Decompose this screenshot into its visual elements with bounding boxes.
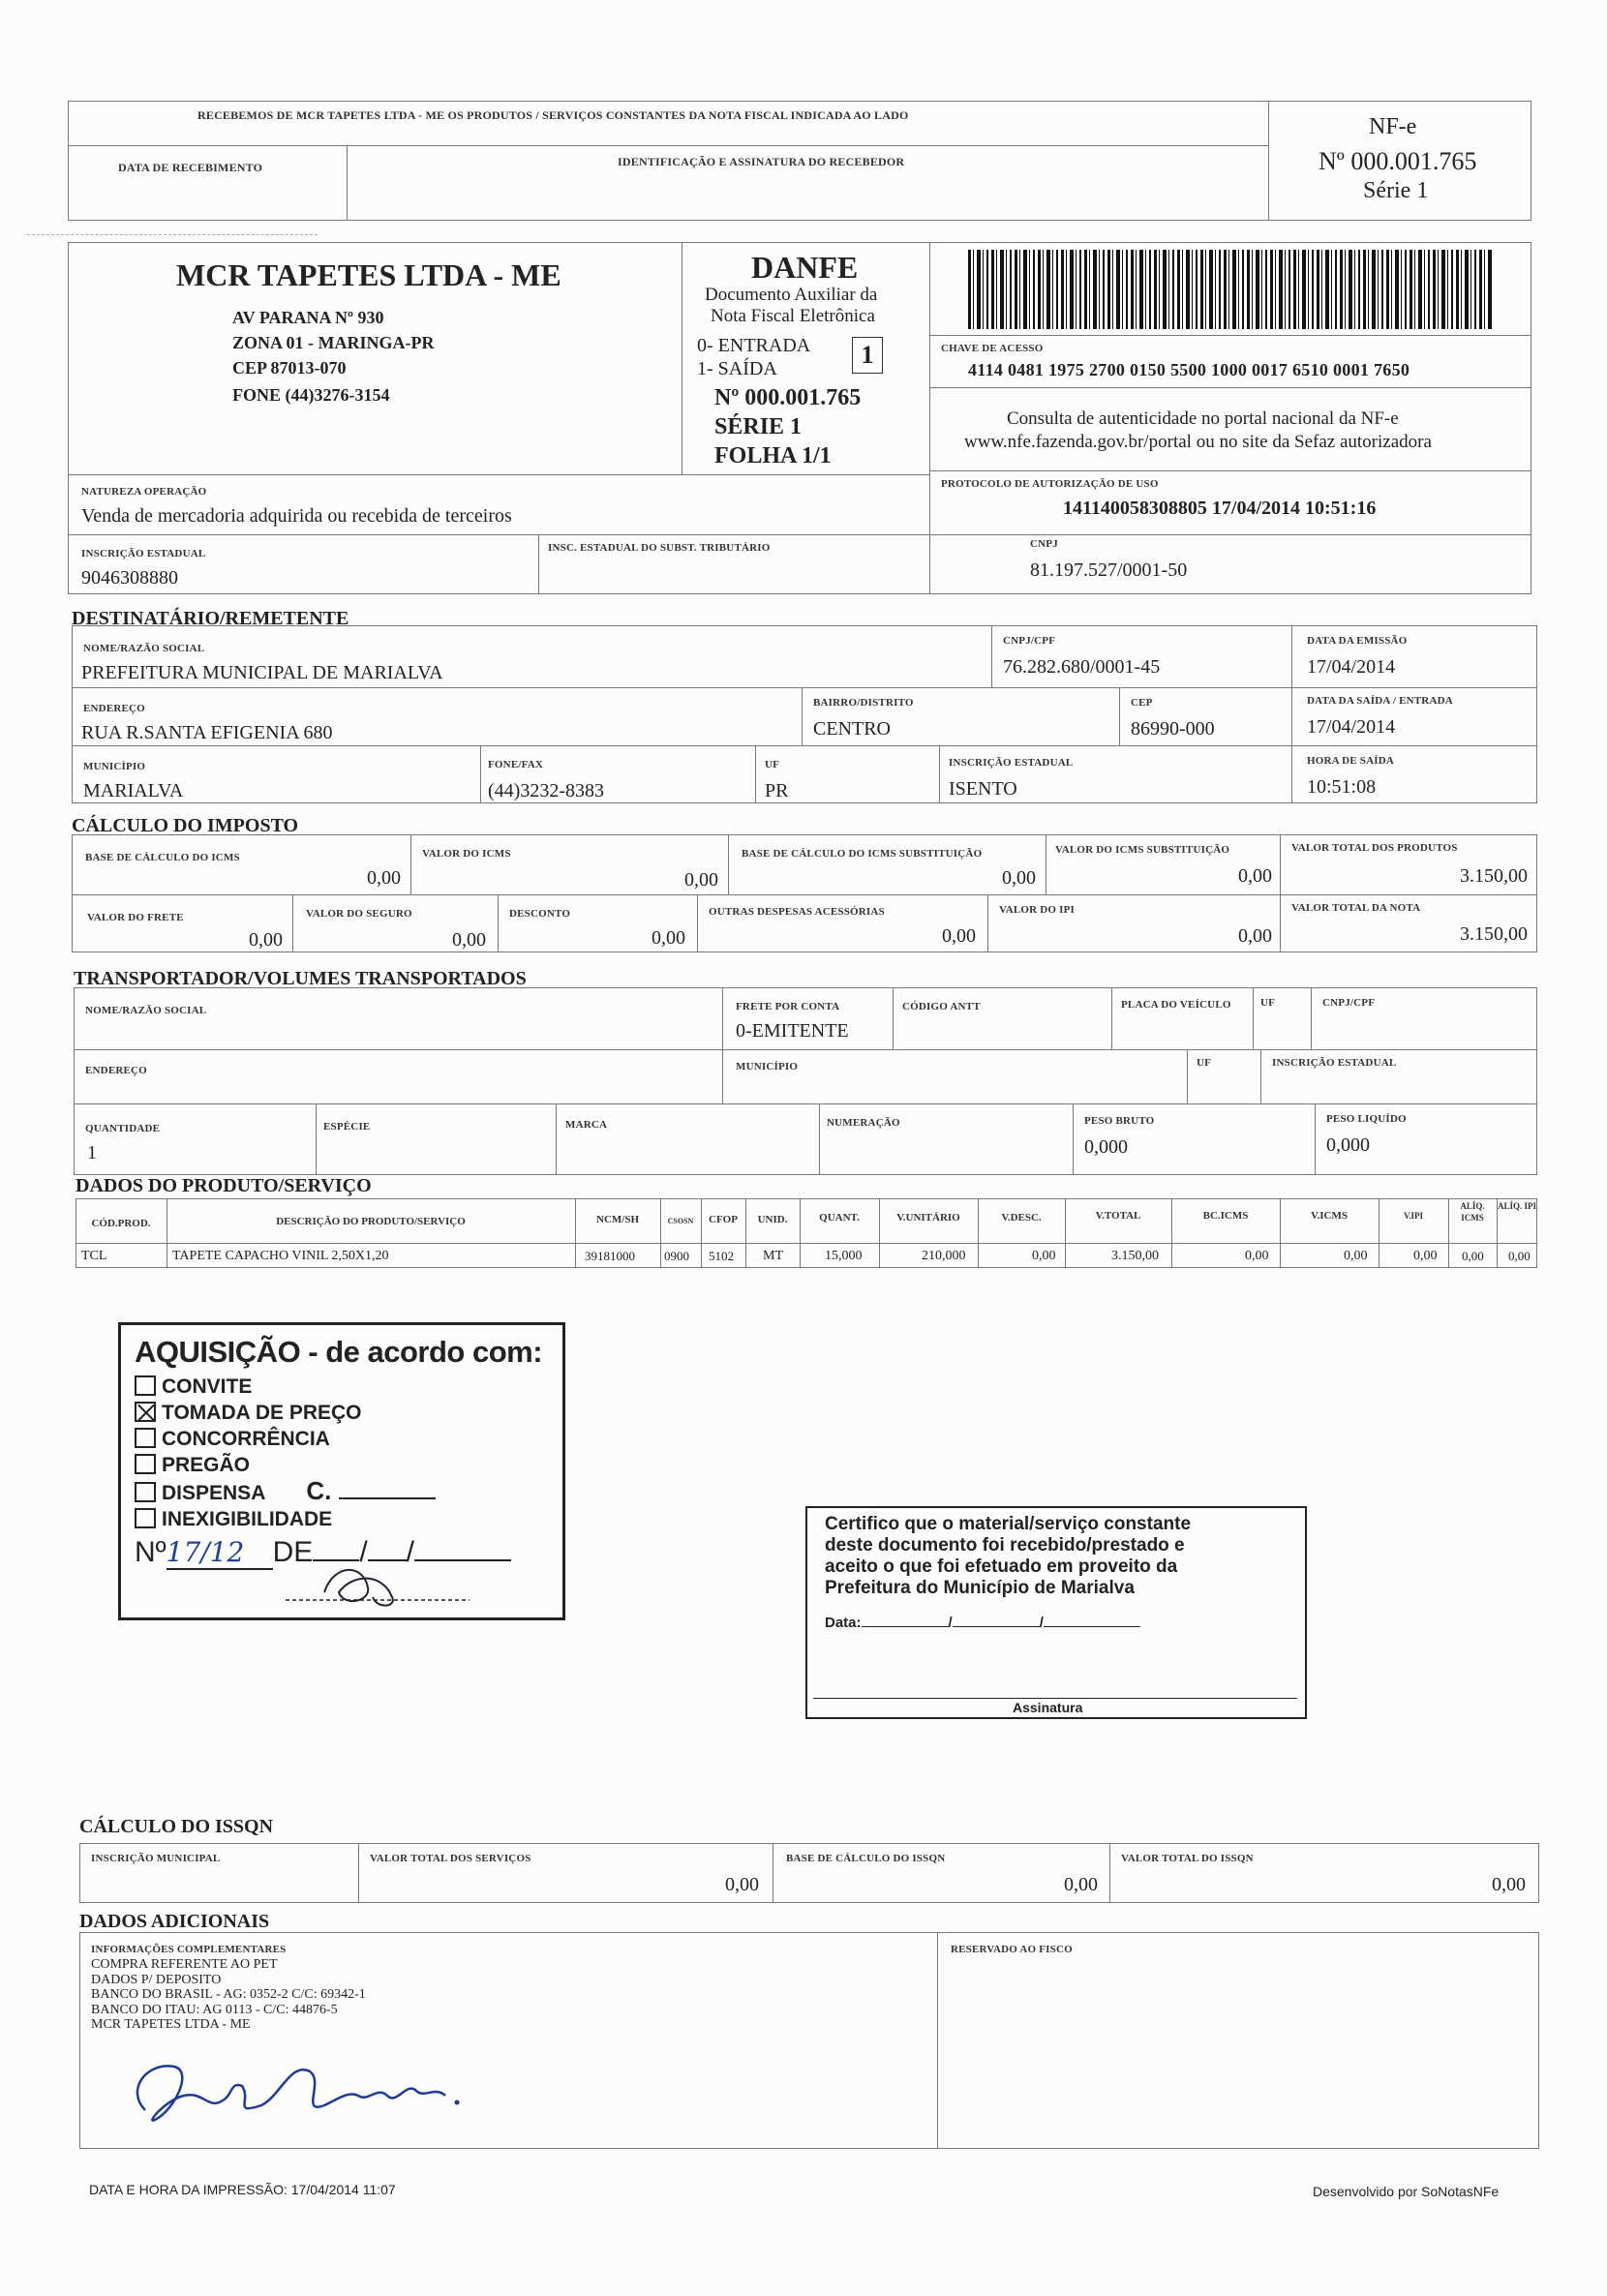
- issqn-servicos-label: VALOR TOTAL DOS SERVIÇOS: [370, 1853, 531, 1864]
- opcao-tomada: TOMADA DE PREÇO: [135, 1400, 549, 1426]
- certifico-line1: Certifico que o material/serviço constante: [825, 1514, 1192, 1534]
- transp-uf-label: UF: [1260, 997, 1276, 1009]
- danfe-subtitle2: Nota Fiscal Eletrônica: [711, 306, 875, 326]
- outras: 0,00: [942, 925, 976, 947]
- certifico-line3: aceito o que foi efetuado em proveito da: [825, 1556, 1178, 1577]
- transp-municipio-label: MUNICÍPIO: [736, 1061, 799, 1072]
- dest-municipio: MARIALVA: [83, 780, 184, 801]
- cell-vipi: 0,00: [1413, 1249, 1438, 1263]
- canhoto-numero: Nº 000.001.765: [1319, 147, 1477, 175]
- danfe-serie: SÉRIE 1: [714, 414, 803, 439]
- valor-st: 0,00: [1238, 865, 1272, 887]
- valor-icms: 0,00: [684, 869, 718, 891]
- issqn-base-label: BASE DE CÁLCULO DO ISSQN: [786, 1853, 946, 1864]
- col-header-cfop: CFOP: [709, 1214, 738, 1225]
- transp-numeracao-label: NUMERAÇÃO: [827, 1117, 900, 1129]
- base-icms: 0,00: [367, 867, 401, 889]
- checkbox-tomada-checked[interactable]: [135, 1402, 156, 1422]
- base-st: 0,00: [1002, 867, 1036, 889]
- transp-frete: 0-EMITENTE: [736, 1020, 849, 1042]
- info-line: BANCO DO BRASIL - AG: 0352-2 C/C: 69342-1: [91, 1987, 366, 2002]
- transp-ie-label: INSCRIÇÃO ESTADUAL: [1272, 1057, 1397, 1069]
- col-header-cod: CÓD.PROD.: [91, 1218, 151, 1229]
- canhoto-serie: Série 1: [1363, 178, 1429, 203]
- ipi-label: VALOR DO IPI: [999, 904, 1075, 916]
- consulta-line2: www.nfe.fazenda.gov.br/portal ou no site da Sefaz autorizadora: [964, 432, 1432, 452]
- dest-cep: 86990-000: [1131, 718, 1215, 740]
- dest-ie: ISENTO: [949, 778, 1017, 800]
- transp-marca-label: MARCA: [565, 1119, 608, 1131]
- dest-ie-label: INSCRIÇÃO ESTADUAL: [949, 757, 1074, 769]
- issqn-total-label: VALOR TOTAL DO ISSQN: [1121, 1853, 1254, 1864]
- desenvolvido-por: Desenvolvido por SoNotasNFe: [1313, 2184, 1500, 2199]
- valor-st-label: VALOR DO ICMS SUBSTITUIÇÃO: [1055, 844, 1230, 856]
- recebemos-text: RECEBEMOS DE MCR TAPETES LTDA - ME OS PRODUTOS / SERVIÇOS CONSTANTES DA NOTA FISCAL INDICADA AO LADO: [197, 108, 909, 122]
- certifico-box: Certifico que o material/serviço constante deste documento foi recebido/prestado e aceito o que foi efetuado em proveito da Prefeitura do Município de Marialva Data: / / Assinatura: [805, 1506, 1307, 1719]
- dest-nome: PREFEITURA MUNICIPAL DE MARIALVA: [81, 662, 443, 683]
- transp-frete-label: FRETE POR CONTA: [736, 1001, 840, 1012]
- col-header-csosn: CSOSN: [667, 1217, 694, 1225]
- transp-nome-label: NOME/RAZÃO SOCIAL: [85, 1005, 207, 1016]
- emitente-endereco: AV PARANA Nº 930: [232, 308, 384, 327]
- emitente-cep: CEP 87013-070: [232, 358, 347, 378]
- canhoto-nfe-label: NF-e: [1369, 114, 1417, 139]
- cell-vdesc: 0,00: [1032, 1249, 1056, 1263]
- frete: 0,00: [249, 929, 283, 951]
- transp-peso-liq-label: PESO LIQUÍDO: [1326, 1113, 1407, 1125]
- dest-municipio-label: MUNICÍPIO: [83, 761, 146, 772]
- dest-fone-label: FONE/FAX: [488, 759, 544, 770]
- emitente-cnpj-label: CNPJ: [1030, 538, 1058, 550]
- aquisicao-title: AQUISIÇÃO - de acordo com:: [135, 1335, 543, 1369]
- col-header-unid: UNID.: [757, 1214, 788, 1225]
- cell-ncm: 39181000: [585, 1249, 635, 1263]
- checkbox-dispensa[interactable]: [135, 1482, 156, 1502]
- transp-endereco-label: ENDEREÇO: [85, 1065, 147, 1076]
- dest-emissao-label: DATA DA EMISSÃO: [1307, 635, 1408, 647]
- transp-qtd-label: QUANTIDADE: [85, 1123, 161, 1134]
- col-header-descricao: DESCRIÇÃO DO PRODUTO/SERVIÇO: [276, 1216, 466, 1227]
- col-header-bcicms: BC.ICMS: [1202, 1210, 1249, 1222]
- certifico-line4: Prefeitura do Município de Marialva: [825, 1578, 1135, 1598]
- numero-handwritten: 17/12: [167, 1536, 273, 1570]
- protocolo-label: PROTOCOLO DE AUTORIZAÇÃO DE USO: [941, 478, 1159, 490]
- dest-saida-label: DATA DA SAÍDA / ENTRADA: [1307, 695, 1453, 707]
- dest-bairro: CENTRO: [813, 718, 891, 740]
- opcao-convite: CONVITE: [135, 1374, 549, 1400]
- transportador-title: TRANSPORTADOR/VOLUMES TRANSPORTADOS: [74, 968, 527, 989]
- cell-vunitario: 210,000: [922, 1249, 966, 1263]
- dest-uf: PR: [765, 780, 789, 801]
- data-impressao: DATA E HORA DA IMPRESSÃO: 17/04/2014 11:07: [89, 2182, 396, 2197]
- chave-label: CHAVE DE ACESSO: [941, 343, 1044, 354]
- desconto: 0,00: [652, 927, 685, 949]
- base-st-label: BASE DE CÁLCULO DO ICMS SUBSTITUIÇÃO: [742, 848, 983, 860]
- dest-fone: (44)3232-8383: [488, 780, 604, 801]
- insc-subst-label: INSC. ESTADUAL DO SUBST. TRIBUTÁRIO: [548, 542, 771, 554]
- dest-cnpj-label: CNPJ/CPF: [1003, 635, 1056, 647]
- checkbox-pregao[interactable]: [135, 1454, 156, 1474]
- info-line: COMPRA REFERENTE AO PET: [91, 1957, 278, 1972]
- transp-antt-label: CÓDIGO ANTT: [902, 1001, 981, 1012]
- cell-aliq-icms: 0,00: [1462, 1249, 1484, 1263]
- dest-endereco-label: ENDEREÇO: [83, 703, 145, 714]
- consulta-line1: Consulta de autenticidade no portal nacional da NF-e: [1007, 408, 1399, 429]
- col-header-quant: QUANT.: [819, 1212, 860, 1224]
- handwritten-signature: [116, 2042, 484, 2139]
- transp-especie-label: ESPÉCIE: [323, 1121, 371, 1133]
- cell-quant: 15,000: [825, 1249, 863, 1263]
- opcao-inexigibilidade: INEXIGIBILIDADE: [135, 1506, 549, 1532]
- checkbox-inexigibilidade[interactable]: [135, 1508, 156, 1528]
- chave-value: 4114 0481 1975 2700 0150 5500 1000 0017 6510 0001 7650: [968, 360, 1410, 379]
- de-label: DE: [272, 1536, 314, 1568]
- frete-label: VALOR DO FRETE: [87, 912, 184, 923]
- danfe-saida: 1- SAÍDA: [697, 358, 777, 379]
- danfe-numero: Nº 000.001.765: [714, 385, 862, 410]
- info-lines: [91, 1957, 366, 2033]
- transp-uf2-label: UF: [1197, 1057, 1212, 1069]
- dest-hora-label: HORA DE SAÍDA: [1307, 755, 1395, 767]
- dest-nome-label: NOME/RAZÃO SOCIAL: [83, 643, 205, 654]
- adicionais-title: DADOS ADICIONAIS: [79, 1911, 270, 1932]
- col-header-aliq-icms: ALÍQ. ICMS: [1460, 1201, 1485, 1223]
- fisco-label: RESERVADO AO FISCO: [951, 1944, 1073, 1955]
- transp-qtd: 1: [87, 1142, 97, 1163]
- produtos-title: DADOS DO PRODUTO/SERVIÇO: [76, 1175, 372, 1196]
- natureza-value: Venda de mercadoria adquirida ou recebida de terceiros: [81, 505, 512, 527]
- dest-emissao: 17/04/2014: [1307, 656, 1396, 678]
- checkbox-convite[interactable]: [135, 1375, 156, 1396]
- cell-cfop: 5102: [709, 1249, 734, 1263]
- opcao-concorrencia: CONCORRÊNCIA: [135, 1426, 549, 1452]
- col-header-ncm: NCM/SH: [596, 1214, 639, 1225]
- total-prod-label: VALOR TOTAL DOS PRODUTOS: [1291, 842, 1458, 854]
- emitente-cnpj: 81.197.527/0001-50: [1030, 559, 1188, 581]
- transp-placa-label: PLACA DO VEÍCULO: [1121, 999, 1231, 1011]
- c-label: C.: [306, 1476, 332, 1505]
- checkbox-concorrencia[interactable]: [135, 1428, 156, 1448]
- issqn-total: 0,00: [1492, 1874, 1526, 1895]
- info-line: DADOS P/ DEPOSITO: [91, 1972, 222, 1987]
- protocolo-value: 141140058308805 17/04/2014 10:51:16: [1063, 498, 1377, 519]
- cell-vicms: 0,00: [1344, 1249, 1368, 1263]
- ipi: 0,00: [1238, 925, 1272, 947]
- cut-line: [27, 234, 318, 235]
- col-header-vtotal: V.TOTAL: [1095, 1210, 1141, 1222]
- col-header-vdesc: V.DESC.: [1001, 1212, 1042, 1224]
- base-icms-label: BASE DE CÁLCULO DO ICMS: [85, 852, 240, 863]
- col-header-vicms: V.ICMS: [1310, 1210, 1348, 1222]
- destinatario-title: DESTINATÁRIO/REMETENTE: [72, 608, 349, 629]
- dest-cnpj: 76.282.680/0001-45: [1003, 656, 1161, 678]
- transp-peso-liq: 0,000: [1326, 1134, 1370, 1156]
- transp-cnpj-label: CNPJ/CPF: [1322, 997, 1376, 1009]
- seguro: 0,00: [452, 929, 486, 951]
- certifico-line2: deste documento foi recebido/prestado e: [825, 1535, 1185, 1556]
- total-nota-label: VALOR TOTAL DA NOTA: [1291, 902, 1421, 914]
- identificacao-label: IDENTIFICAÇÃO E ASSINATURA DO RECEBEDOR: [618, 155, 905, 168]
- barcode: [968, 250, 1493, 329]
- col-header-vunitario: V.UNITÁRIO: [896, 1212, 960, 1224]
- danfe-entrada: 0- ENTRADA: [697, 335, 811, 356]
- emitente-fone: FONE (44)3276-3154: [232, 385, 390, 405]
- seguro-label: VALOR DO SEGURO: [306, 908, 412, 920]
- issqn-title: CÁLCULO DO ISSQN: [79, 1816, 274, 1837]
- assinatura-label: Assinatura: [1013, 1700, 1083, 1715]
- dest-hora: 10:51:08: [1307, 776, 1377, 798]
- cell-cod: TCL: [81, 1249, 107, 1263]
- dest-endereco: RUA R.SANTA EFIGENIA 680: [81, 722, 333, 743]
- cell-bcicms: 0,00: [1245, 1249, 1269, 1263]
- desconto-label: DESCONTO: [509, 908, 571, 920]
- data-recebimento-label: DATA DE RECEBIMENTO: [118, 161, 263, 174]
- dest-cep-label: CEP: [1131, 697, 1153, 709]
- col-header-vipi: V.IPI: [1403, 1211, 1424, 1221]
- dest-uf-label: UF: [765, 759, 780, 770]
- dest-saida: 17/04/2014: [1307, 716, 1396, 738]
- total-nota: 3.150,00: [1460, 923, 1528, 945]
- emitente-nome: MCR TAPETES LTDA - ME: [176, 257, 561, 292]
- dest-bairro-label: BAIRRO/DISTRITO: [813, 697, 914, 709]
- issqn-base: 0,00: [1064, 1874, 1098, 1895]
- emitente-zona: ZONA 01 - MARINGA-PR: [232, 333, 435, 352]
- valor-icms-label: VALOR DO ICMS: [422, 848, 511, 860]
- inscricao-value: 9046308880: [81, 567, 178, 589]
- transp-peso-bruto: 0,000: [1084, 1136, 1128, 1158]
- info-line: MCR TAPETES LTDA - ME: [91, 2017, 251, 2032]
- cell-unid: MT: [763, 1249, 783, 1263]
- opcao-dispensa: DISPENSA C.: [135, 1478, 549, 1506]
- total-prod: 3.150,00: [1460, 865, 1528, 887]
- col-header-aliq-ipi: ALÍQ. IPI: [1497, 1201, 1536, 1211]
- cell-vtotal: 3.150,00: [1111, 1249, 1159, 1263]
- danfe-tipo-box: 1: [852, 337, 883, 374]
- info-line: BANCO DO ITAU: AG 0113 - C/C: 44876-5: [91, 2002, 338, 2017]
- issqn-im-label: INSCRIÇÃO MUNICIPAL: [91, 1853, 221, 1864]
- inscricao-label: INSCRIÇÃO ESTADUAL: [81, 548, 206, 559]
- imposto-title: CÁLCULO DO IMPOSTO: [72, 815, 299, 836]
- numero-label: Nº: [135, 1536, 167, 1568]
- danfe-subtitle1: Documento Auxiliar da: [705, 285, 878, 305]
- transportador-block: [74, 987, 1537, 1175]
- aquisicao-stamp: AQUISIÇÃO - de acordo com: CONVITE TOMADA DE PREÇO CONCORRÊNCIA PREGÃO DISPENSA C. INEXIGIBILIDADE Nº17/12 DE / /: [118, 1322, 565, 1620]
- issqn-servicos: 0,00: [725, 1874, 759, 1895]
- stamp-signature: [286, 1554, 479, 1612]
- natureza-label: NATUREZA OPERAÇÃO: [81, 486, 207, 498]
- danfe-folha: FOLHA 1/1: [714, 443, 832, 468]
- certifico-data-label: Data:: [825, 1615, 862, 1631]
- cell-aliq-ipi: 0,00: [1508, 1249, 1531, 1263]
- danfe-title: DANFE: [751, 250, 859, 285]
- outras-label: OUTRAS DESPESAS ACESSÓRIAS: [709, 906, 885, 918]
- info-label: INFORMAÇÕES COMPLEMENTARES: [91, 1944, 287, 1955]
- cell-descricao: TAPETE CAPACHO VINIL 2,50X1,20: [172, 1249, 389, 1263]
- opcao-pregao: PREGÃO: [135, 1452, 549, 1478]
- cell-csosn: 0900: [664, 1249, 689, 1263]
- transp-peso-bruto-label: PESO BRUTO: [1084, 1115, 1155, 1127]
